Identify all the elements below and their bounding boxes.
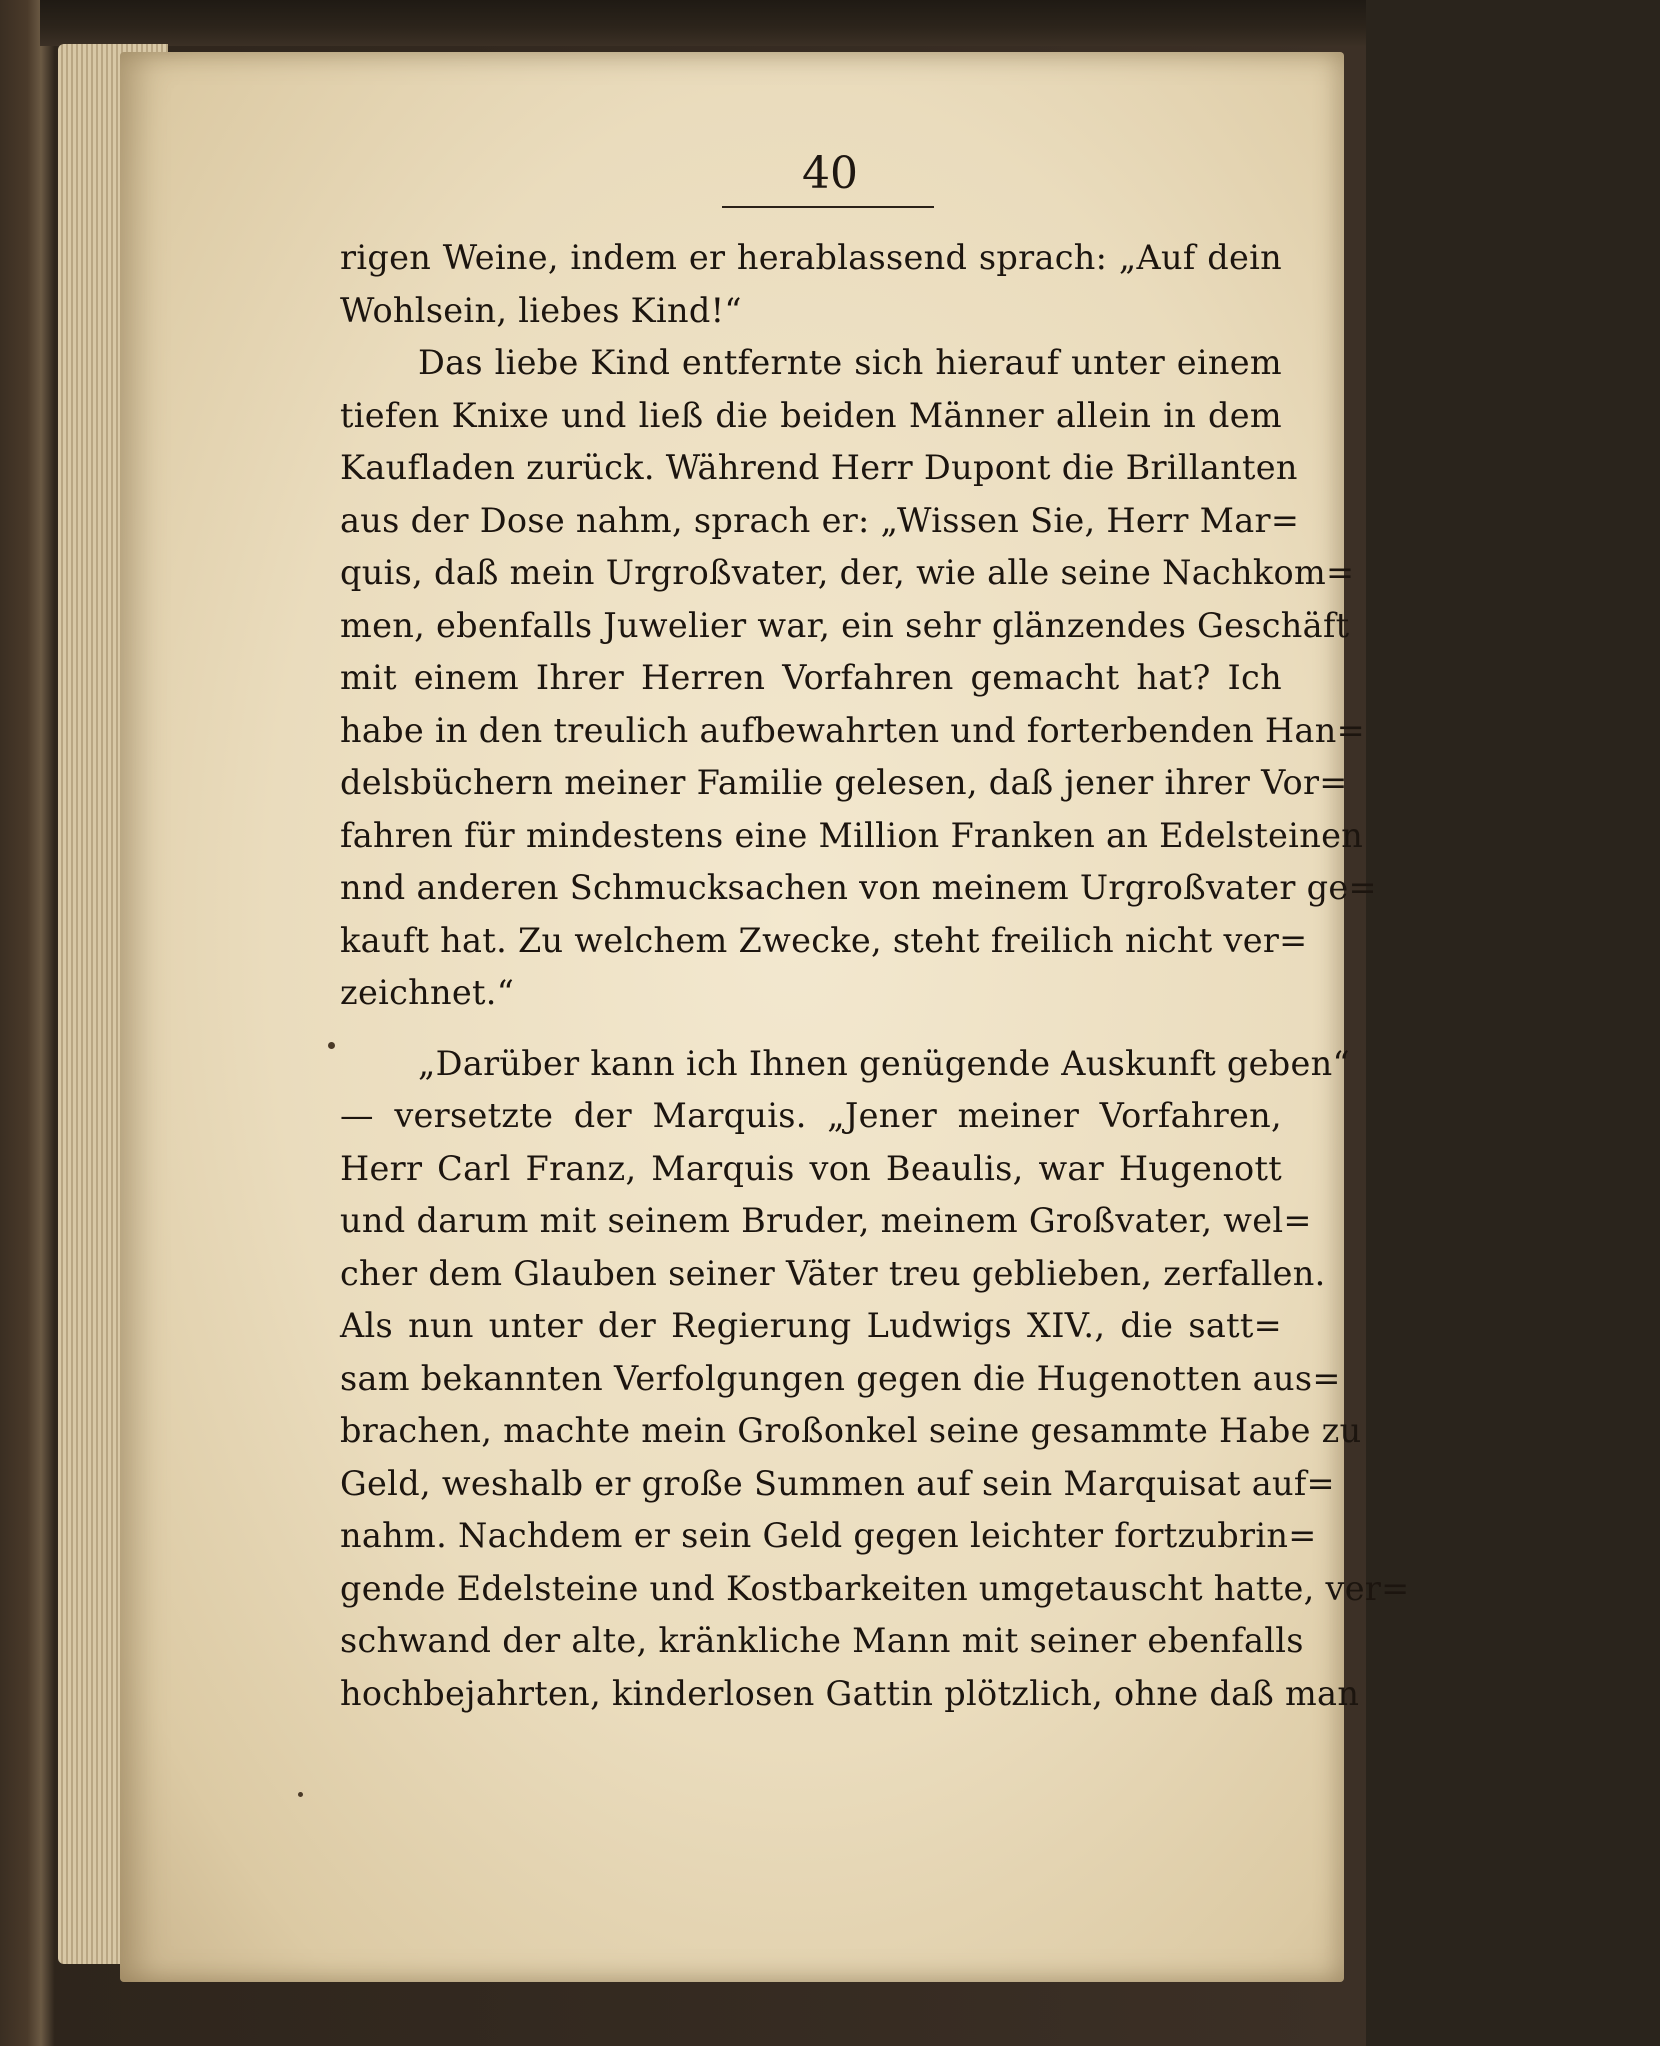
text-line: nahm. Nachdem er sein Geld gegen leichter fortzubrin= xyxy=(340,1516,1317,1555)
text-line: und darum mit seinem Bruder, meinem Großvater, wel= xyxy=(340,1201,1312,1240)
text-line: rigen Weine, indem er herablassend sprach: „Auf dein xyxy=(340,238,1282,277)
text-line: Das liebe Kind entfernte sich hierauf unter einem xyxy=(418,343,1282,382)
body-text xyxy=(340,232,1410,1720)
text-line: gende Edelsteine und Kostbarkeiten umgetauscht hatte, ver= xyxy=(340,1568,1410,1608)
text-line: tiefen Knixe und ließ die beiden Männer allein in dem xyxy=(340,395,1282,435)
text-line: Als nun unter der Regierung Ludwigs XIV., die satt= xyxy=(340,1306,1282,1345)
paper-speck xyxy=(328,1042,335,1049)
text-line: zeichnet.“ xyxy=(340,973,515,1012)
text-line: habe in den treulich aufbewahrten und forterbenden Han= xyxy=(340,710,1365,750)
text-line: fahren für mindestens eine Million Franken an Edelsteinen xyxy=(340,815,1364,855)
text-line: Herr Carl Franz, Marquis von Beaulis, war Hugenott xyxy=(340,1148,1282,1188)
text-line: mit einem Ihrer Herren Vorfahren gemacht hat? Ich xyxy=(340,658,1282,697)
text-line: cher dem Glauben seiner Väter treu geblieben, zerfallen. xyxy=(340,1253,1326,1293)
text-line: Kaufladen zurück. Während Herr Dupont die Brillanten xyxy=(340,448,1298,487)
text-line: schwand der alte, kränkliche Mann mit seiner ebenfalls xyxy=(340,1621,1304,1660)
text-line: brachen, machte mein Großonkel seine gesammte Habe zu xyxy=(340,1411,1362,1450)
page-number-rule xyxy=(722,206,934,208)
paragraph-gap xyxy=(340,1020,1282,1038)
text-line: kauft hat. Zu welchem Zwecke, steht freilich nicht ver= xyxy=(340,920,1308,960)
text-line: men, ebenfalls Juwelier war, ein sehr glänzendes Geschäft xyxy=(340,605,1350,645)
text-line: — versetzte der Marquis. „Jener meiner Vorfahren, xyxy=(340,1096,1282,1135)
page-number: 40 xyxy=(802,148,858,199)
text-line: „Darüber kann ich Ihnen genügende Auskunft geben“ xyxy=(418,1043,1350,1083)
text-line: delsbüchern meiner Familie gelesen, daß jener ihrer Vor= xyxy=(340,763,1348,802)
text-line: aus der Dose nahm, sprach er: „Wissen Sie, Herr Mar= xyxy=(340,500,1300,540)
paper-speck xyxy=(298,1792,303,1797)
text-line: sam bekannten Verfolgungen gegen die Hugenotten aus= xyxy=(340,1358,1341,1398)
text-line: hochbejahrten, kinderlosen Gattin plötzlich, ohne daß man xyxy=(340,1673,1360,1713)
text-line: nnd anderen Schmucksachen von meinem Urgroßvater ge= xyxy=(340,868,1377,907)
text-line: quis, daß mein Urgroßvater, der, wie alle seine Nachkom= xyxy=(340,553,1355,592)
text-line: Wohlsein, liebes Kind!“ xyxy=(340,290,742,330)
text-line: Geld, weshalb er große Summen auf sein Marquisat auf= xyxy=(340,1463,1335,1503)
book-top-edge xyxy=(40,0,1366,46)
